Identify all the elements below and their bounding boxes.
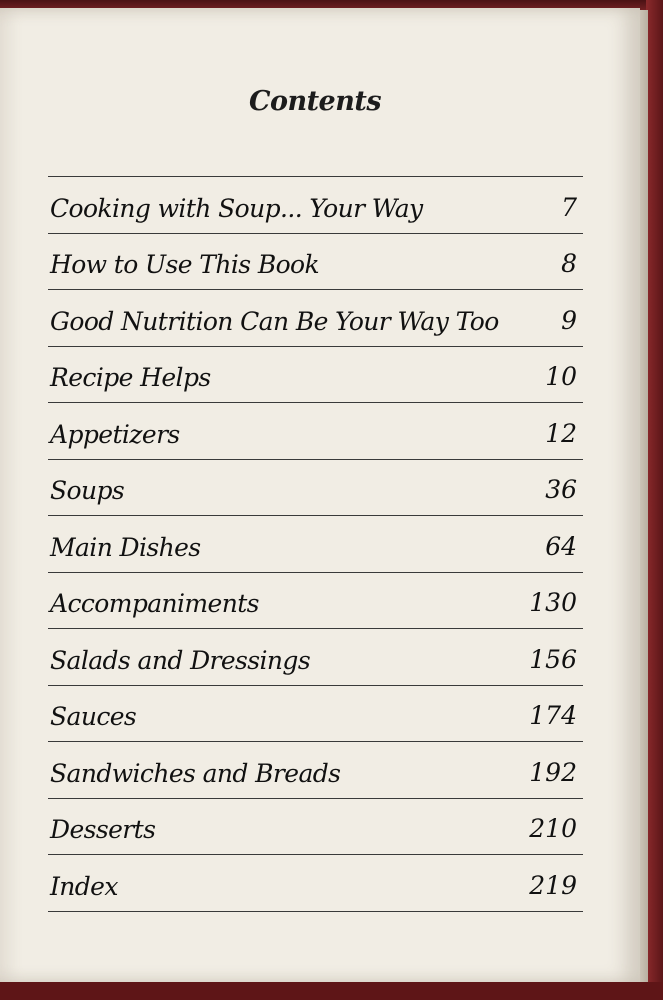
toc-entry[interactable] <box>48 234 583 291</box>
toc-entry[interactable] <box>48 629 583 686</box>
toc-entry-label: Accompaniments <box>50 589 259 618</box>
toc-entry-page: 8 <box>561 249 577 278</box>
toc-entry-label: Sauces <box>50 702 137 731</box>
toc-entry-page: 130 <box>529 588 577 617</box>
toc-entry-page: 36 <box>545 475 577 504</box>
toc-entry[interactable] <box>48 347 583 404</box>
toc-entry-label: Appetizers <box>50 419 180 449</box>
toc-entry[interactable] <box>48 460 583 517</box>
toc-entry[interactable] <box>48 686 583 743</box>
toc-entry-page: 210 <box>529 814 577 843</box>
toc-entry[interactable] <box>48 573 583 630</box>
toc-entry-page: 219 <box>529 870 577 900</box>
page-title: Contents <box>248 86 382 118</box>
toc-entry[interactable] <box>48 403 583 460</box>
toc-entry-page: 12 <box>545 418 577 448</box>
toc-entry-page: 174 <box>529 701 577 730</box>
toc-entry-label: Sandwiches and Breads <box>50 758 341 788</box>
toc-entry-label: Cooking with Soup... Your Way <box>50 193 423 223</box>
toc-entry-page: 64 <box>545 531 577 561</box>
toc-entry-page: 9 <box>561 305 577 335</box>
toc-entry-label: Good Nutrition Can Be Your Way Too <box>50 306 499 336</box>
toc-entry[interactable] <box>48 742 583 799</box>
toc-entry-label: How to Use This Book <box>50 250 320 279</box>
toc-entry-page: 7 <box>561 192 577 222</box>
toc-entry[interactable] <box>48 290 583 347</box>
toc-entry[interactable] <box>48 516 583 573</box>
toc-entry[interactable] <box>48 855 583 912</box>
toc-entry-label: Soups <box>50 476 125 505</box>
book-cover-right-edge <box>646 0 663 1000</box>
toc-entry-label: Recipe Helps <box>50 363 211 392</box>
toc-entry-page: 10 <box>545 362 577 391</box>
toc-entry-page: 192 <box>529 757 577 787</box>
book-cover-bottom-edge <box>0 982 663 1000</box>
toc-entry-label: Salads and Dressings <box>50 645 311 675</box>
toc-entry[interactable] <box>48 177 583 234</box>
toc-entry[interactable] <box>48 799 583 856</box>
toc-entry-label: Main Dishes <box>50 532 201 562</box>
table-of-contents <box>48 176 583 912</box>
toc-entry-label: Desserts <box>50 815 156 844</box>
toc-entry-page: 156 <box>529 644 577 674</box>
toc-entry-label: Index <box>50 871 118 901</box>
